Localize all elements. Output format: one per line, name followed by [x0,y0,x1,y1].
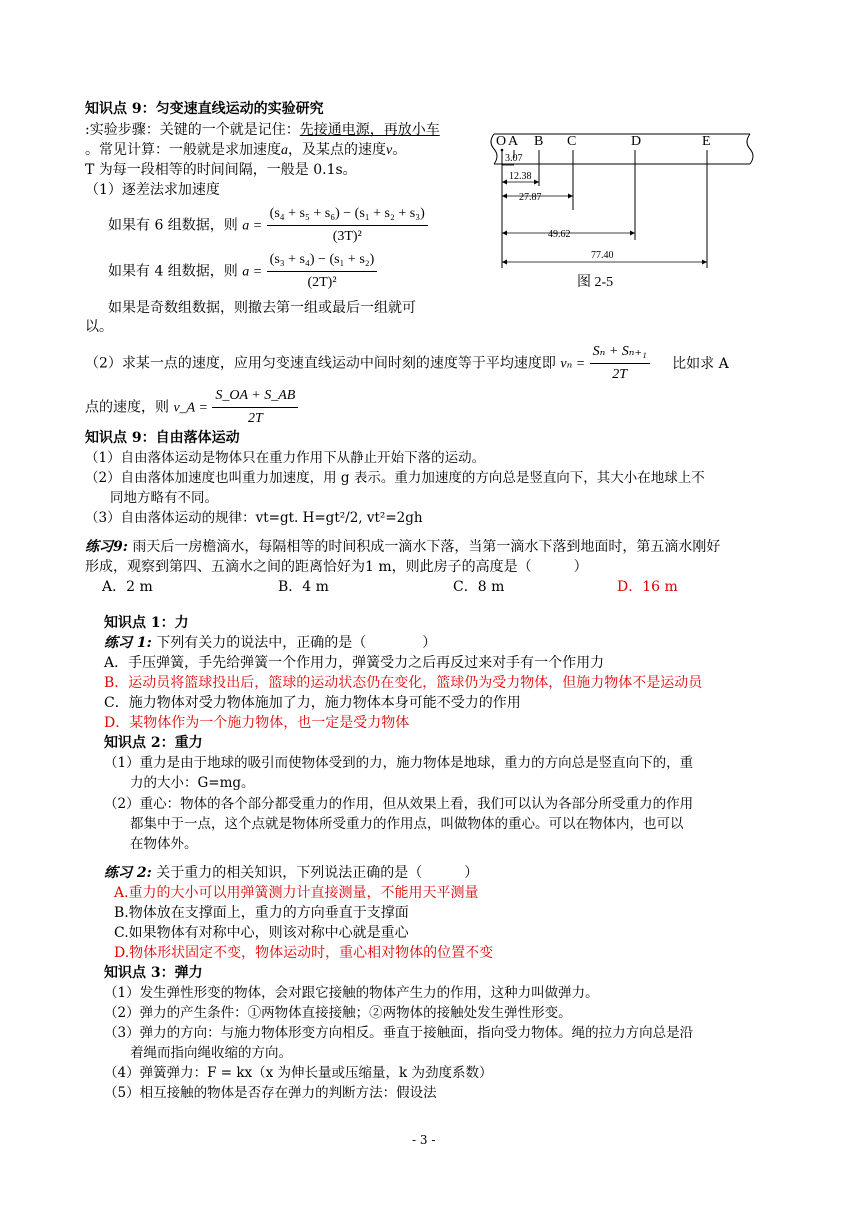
six-numerator: (s₄ + s₅ + s₆) − (s₁ + s₂ + s₃) [267,204,428,226]
method-2-text: （2）求某一点的速度，应用匀变速直线运动中间时刻的速度等于平均速度即 [85,355,556,372]
exercise-1-option-c: C．施力物体对受力物体施加了力，施力物体本身可能不受力的作用 [104,695,521,711]
exercise-9-option-a: A．2 m [102,579,153,595]
elastic-item-3-cont: 着绳而指向绳收缩的方向。 [130,1045,292,1061]
label-e: E [702,134,711,149]
label-a: A [508,134,519,149]
exercise-1-question: 下列有关力的说法中，正确的是（ ） [156,635,437,651]
elastic-item-5: （5）相互接触的物体是否存在弹力的判断方法：假设法 [104,1085,437,1101]
exercise-9-option-b: B．4 m [278,579,329,595]
exercise-2-line [104,864,478,882]
section-title-experiment: 知识点 9：匀变速直线运动的实验研究 [85,101,324,117]
four-numerator: (s₃ + s₄) − (s₁ + s₂) [267,250,378,272]
free-fall-item-1: （1）自由落体运动是物体只在重力作用下从静止开始下落的运动。 [85,450,486,466]
exercise-2-option-c: C.如果物体有对称中心，则该对称中心就是重心 [114,925,409,941]
va-fraction [212,386,298,429]
var-v: v [386,143,393,158]
free-fall-item-2: （2）自由落体加速度也叫重力加速度，用 g 表示。重力加速度的方向总是竖直向下，其大小在地球上不 [85,470,705,486]
gravity-item-1-cont: 力的大小：G=mg。 [130,775,255,791]
va-prefix: 点的速度，则 [85,399,169,416]
dist-oe: 77.40 [591,250,614,261]
va-equals: v_A = [173,400,208,416]
label-d: D [631,134,642,149]
six-fraction [267,204,428,247]
calc-text: 。常见计算：一般就是求加速度 [85,142,281,158]
section-title-gravity: 知识点 2：重力 [104,735,203,751]
elastic-item-2: （2）弹力的产生条件：①两物体直接接触；②两物体的接触处发生弹性形变。 [104,1005,572,1021]
exercise-2-question: 关于重力的相关知识，下列说法正确的是（ ） [156,865,479,881]
elastic-item-4: （4）弹簧弹力：F = kx（x 为伸长量或压缩量，k 为劲度系数） [104,1065,493,1081]
page-number: - 3 - [412,1133,436,1147]
vn-numerator: Sₙ + Sₙ₊₁ [590,342,650,364]
vn-denominator: 2T [612,367,628,382]
experiment-steps-line [85,121,440,139]
section-title-free-fall: 知识点 9：自由落体运动 [85,430,240,446]
dist-od: 49.62 [548,229,571,240]
gravity-item-2: （2）重心：物体的各个部分都受重力的作用，但从效果上看，我们可以认为各部分所受重力的作用 [104,796,694,812]
section-title-elastic: 知识点 3：弹力 [104,965,203,981]
gravity-item-1: （1）重力是由于地球的吸引而使物体受到的力，施力物体是地球，重力的方向总是竖直向下的，重 [104,755,694,771]
a-equals-2: a = [242,264,263,280]
exercise-1-option-d: D．某物体作为一个施力物体，也一定是受力物体 [104,715,410,731]
dist-oa: 3.07 [505,153,523,164]
vn-fraction [590,342,650,385]
dist-oc: 27.87 [519,192,542,203]
six-prefix: 如果有 6 组数据，则 [108,217,238,234]
label-o: O [496,134,507,149]
exercise-9-option-c: C．8 m [453,579,505,595]
four-denominator: (2T)² [307,275,337,290]
free-fall-item-2-cont: 同地方略有不同。 [110,490,218,506]
section-title-force: 知识点 1：力 [104,615,189,631]
calc-mid: ，及某点的速度 [288,142,386,158]
exercise-1-option-a: A．手压弹簧，手先给弹簧一个作用力，弹簧受力之后再反过来对手有一个作用力 [104,655,605,671]
elastic-item-1: （1）发生弹性形变的物体，会对跟它接触的物体产生力的作用，这种力叫做弹力。 [104,985,599,1001]
va-numerator: S_OA + S_AB [212,386,298,408]
four-prefix: 如果有 4 组数据，则 [108,263,238,280]
exercise-2-option-b: B.物体放在支撑面上，重力的方向垂直于支撑面 [114,905,409,921]
vn-after: 比如求 A [672,355,729,372]
four-fraction [267,250,378,293]
va-line [85,386,298,429]
exercise-9-question: 雨天后一房檐滴水，每隔相等的时间积成一滴水下落，当第一滴水下落到地面时，第五滴水刚好 [132,539,721,555]
tape-figure [478,128,768,293]
calc-line [85,141,406,160]
method-1: （1）逐差法求加速度 [85,182,220,198]
exercise-9-label: 练习9: [85,539,128,555]
va-denominator: 2T [247,411,263,426]
exercise-1-line [104,634,436,652]
var-a: a [281,143,288,158]
formula-four-groups [108,250,377,293]
period-line: T 为每一段相等的时间间隔，一般是 0.1s。 [85,162,357,178]
exercise-1-option-b: B．运动员将篮球投出后，篮球的运动状态仍在变化，篮球仍为受力物体，但施力物体不是运动员 [104,675,703,691]
a-equals: a = [242,218,263,234]
exercise-9-line1 [85,538,720,556]
formula-six-groups [108,204,428,247]
calc-period: 。 [392,142,407,158]
odd-groups-line2: 以。 [85,319,113,335]
exercise-2-option-a: A.重力的大小可以用弹簧测力计直接测量，不能用天平测量 [114,885,479,901]
elastic-item-3: （3）弹力的方向：与施力物体形变方向相反。垂直于接触面，指向受力物体。绳的拉力方向总是沿 [104,1025,694,1041]
odd-groups-line: 如果是奇数组数据，则撤去第一组或最后一组就可 [108,300,416,316]
method-2 [85,342,729,385]
dist-ob: 12.38 [509,171,532,182]
exercise-9-option-d: D．16 m [617,579,678,595]
exercise-9-line2: 形成，观察到第四、五滴水之间的距离恰好为1 m，则此房子的高度是（ ） [85,559,588,575]
label-b: B [534,134,544,149]
label-c: C [567,134,577,149]
steps-underlined: 先接通电源，再放小车 [299,122,440,138]
steps-prefix: :实验步骤：关键的一个就是记住： [85,122,300,138]
exercise-1-label: 练习 1: [104,635,152,651]
gravity-item-2-cont: 都集中于一点，这个点就是物体所受重力的作用点，叫做物体的重心。可以在物体内，也可以 [130,816,684,832]
figure-caption: 图 2-5 [577,275,614,290]
exercise-2-label: 练习 2: [104,865,152,881]
vn-equals: vₙ = [560,356,586,372]
exercise-2-option-d: D.物体形状固定不变，物体运动时，重心相对物体的位置不变 [114,945,494,961]
gravity-item-2-cont2: 在物体外。 [130,836,198,852]
free-fall-item-3: （3）自由落体运动的规律：vt=gt. H=gt²/2, vt²=2gh [85,510,423,526]
six-denominator: (3T)² [332,229,362,244]
